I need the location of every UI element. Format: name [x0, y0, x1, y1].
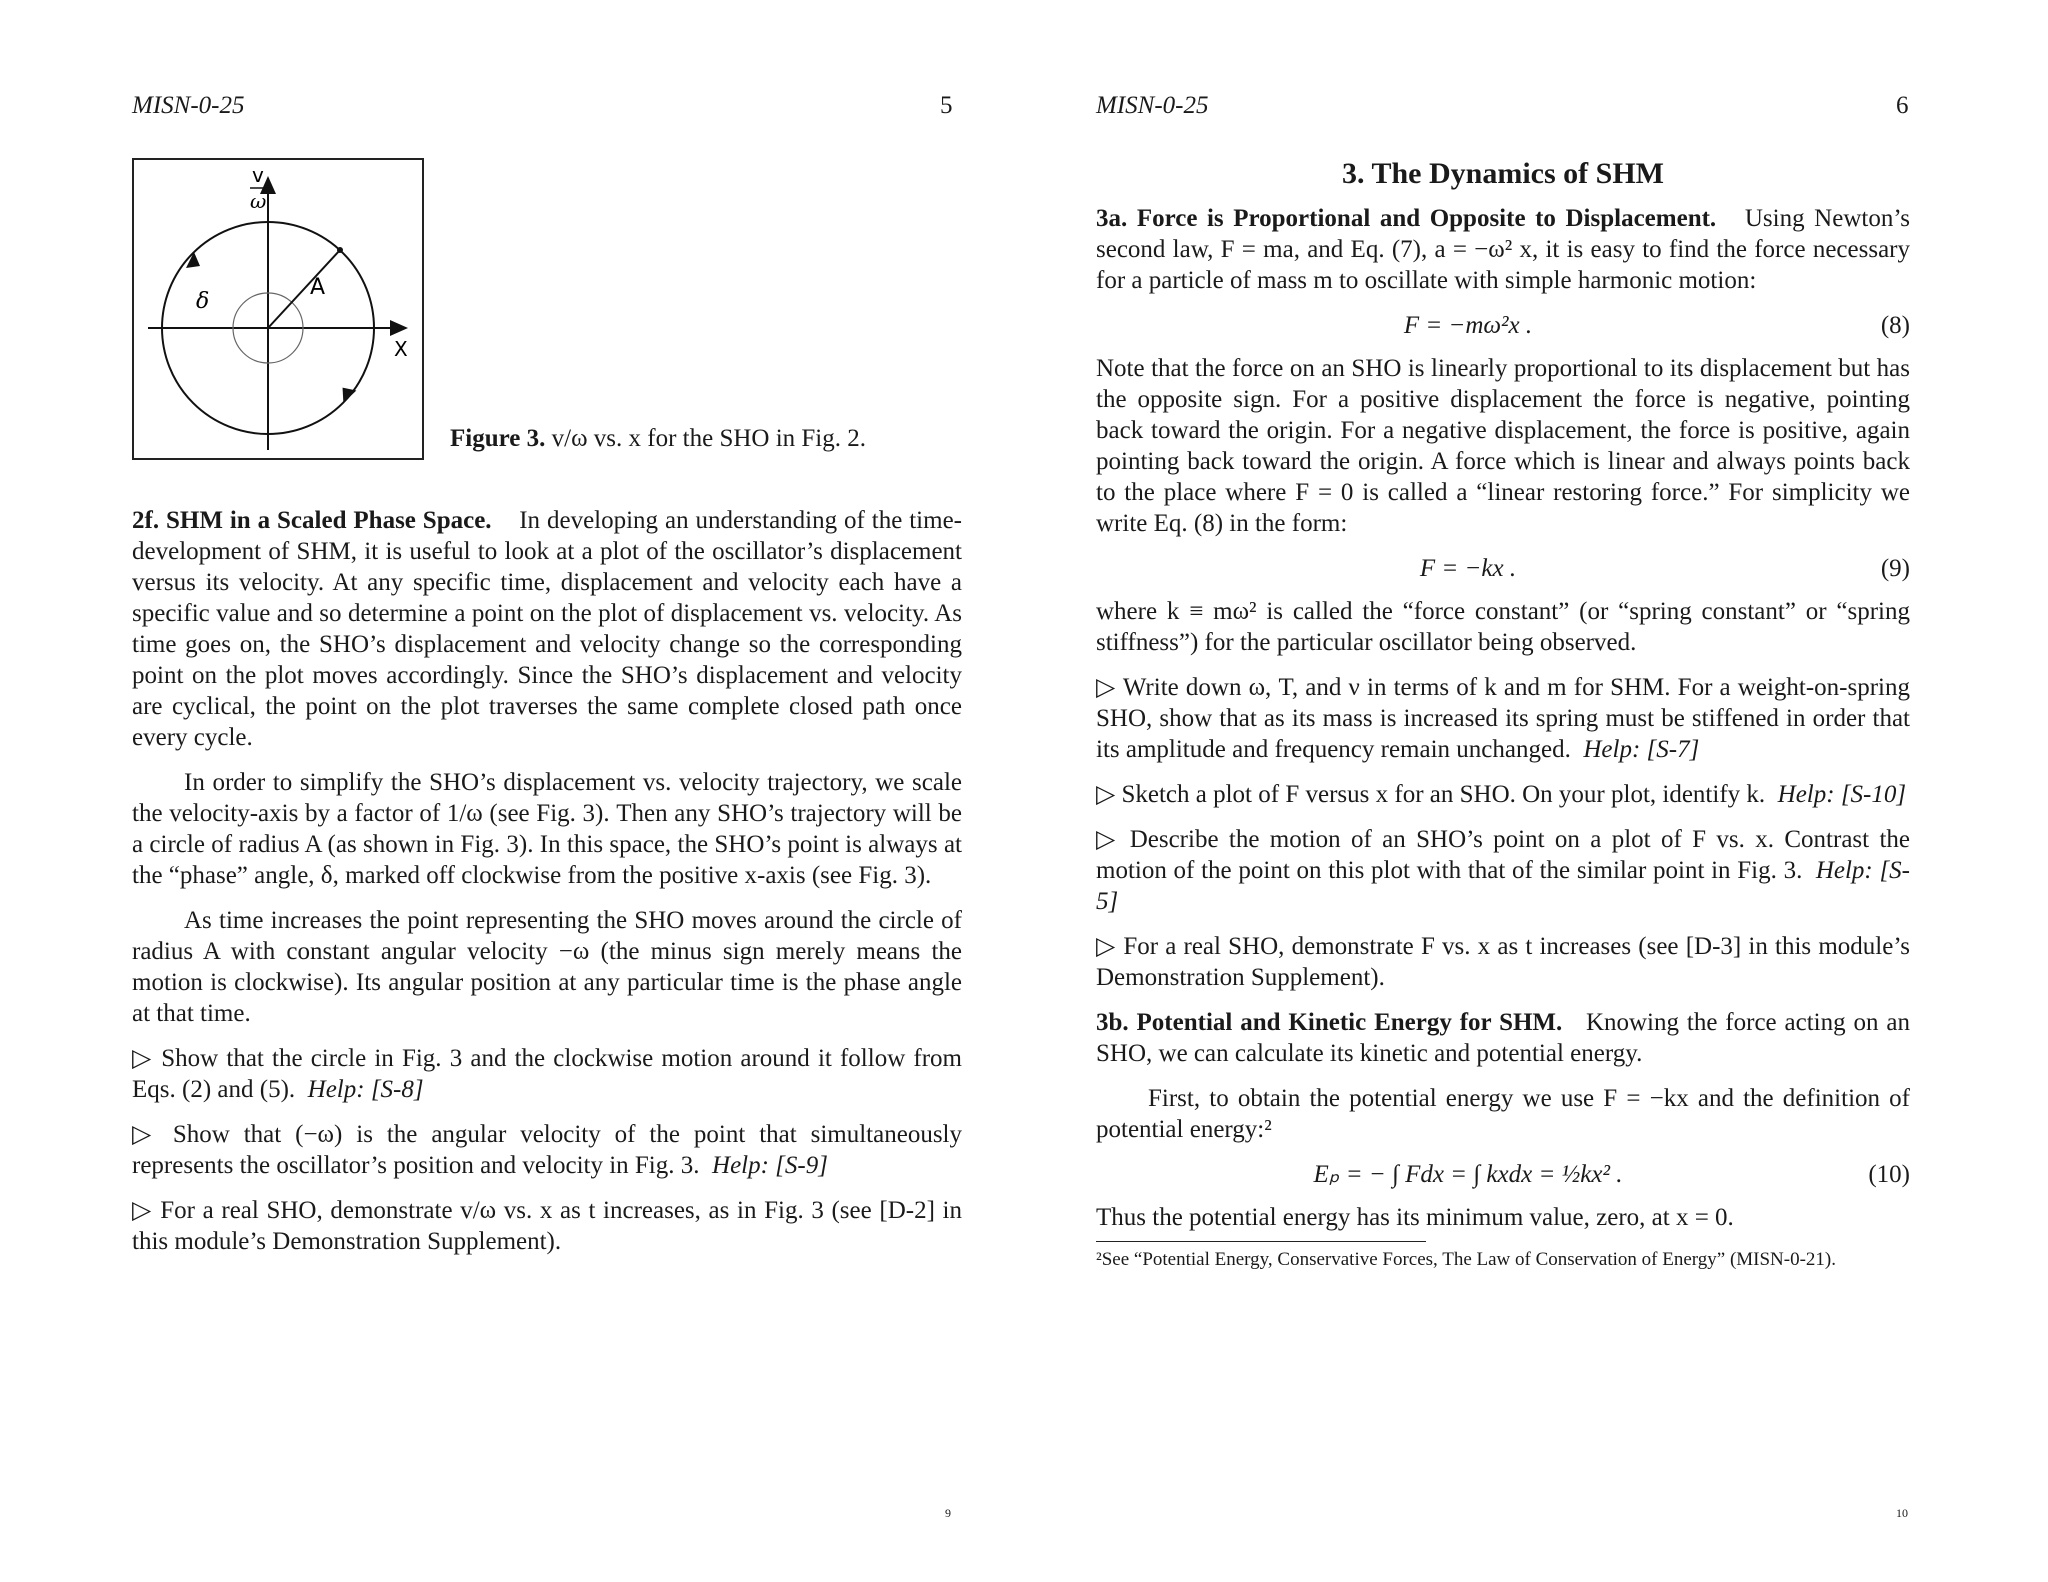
- figure-3-phase-circle: [132, 158, 424, 460]
- help-link-s7[interactable]: Help: [S-7]: [1583, 736, 1700, 763]
- left-body-text: [132, 505, 962, 1271]
- section-3b-para-1: 3b. Potential and Kinetic Energy for SHM. Knowing the force acting on an SHO, we can calculate its kinetic and potential energy.: [1096, 1009, 1910, 1067]
- phase-space-diagram: [134, 160, 422, 458]
- exercise-3a-4: ▷ For a real SHO, demonstrate F vs. x as t increases (see [D-3] in this module’s Demonstration Supplement).: [1096, 933, 1910, 991]
- section-3b-para-2: First, to obtain the potential energy we use F = −kx and the definition of potential energy:²: [1096, 1085, 1910, 1143]
- radius-line: [268, 250, 340, 328]
- running-head: MISN-0-25: [1096, 92, 1209, 119]
- label-x: X: [394, 337, 408, 361]
- running-head: MISN-0-25: [132, 92, 245, 119]
- page-number: 5: [940, 92, 953, 119]
- section-3b-para-3: Thus the potential energy has its minimum value, zero, at x = 0.: [1096, 1204, 1734, 1231]
- exercise-3a-3: ▷ Describe the motion of an SHO’s point on a plot of F vs. x. Contrast the motion of the point on this plot with that of the similar point in Fig. 3. Help: [S-5]: [1096, 826, 1911, 915]
- section-3a-para-3: where k ≡ mω² is called the “force constant” (or “spring constant” or “spring stiffness”) for the particular oscillator being observed.: [1096, 598, 1910, 656]
- figure-caption: [450, 425, 866, 453]
- equation-number: (10): [1868, 1161, 1910, 1188]
- right-body-text: [1096, 158, 1910, 1272]
- exercise-2f-2: ▷ Show that (−ω) is the angular velocity of the point that simultaneously represents the oscillator’s position and velocity in Fig. 3. Help: [S-9]: [132, 1121, 962, 1179]
- section-3a-para-1: 3a. Force is Proportional and Opposite to Displacement. Using Newton’s second law, F = ma, and Eq. (7), a = −ω² x, it is easy to find the force necessary for a particle of mass m to oscillate with simple harmonic motion:: [1096, 205, 1910, 294]
- section-heading-3b: 3b. Potential and Kinetic Energy for SHM.: [1096, 1009, 1563, 1036]
- figure-caption-label: Figure 3.: [450, 425, 546, 452]
- section-heading-3a: 3a. Force is Proportional and Opposite to Displacement.: [1096, 205, 1717, 232]
- section-2f-para-2: In order to simplify the SHO’s displacement vs. velocity trajectory, we scale the velocity-axis by a factor of 1/ω (see Fig. 3). Then any SHO’s trajectory will be a circle of radius A (as shown in Fig. 3). In this space, the SHO’s point is always at the “phase” angle, δ, marked off clockwise from the positive x-axis (see Fig. 3).: [132, 769, 962, 889]
- footer-page-number: 9: [945, 1506, 951, 1520]
- equation-number: (9): [1880, 555, 1910, 582]
- equation-8: F = −mω²x . (8): [1403, 312, 1910, 339]
- clockwise-arrow-bottom: [338, 386, 357, 406]
- label-delta: δ: [196, 289, 210, 314]
- footnote-rule: [1096, 1241, 1426, 1242]
- label-omega: ω: [250, 189, 267, 213]
- footer-page-number: 10: [1896, 1506, 1908, 1520]
- clockwise-arrow-top: [186, 252, 200, 268]
- section-2f-para-3: As time increases the point representing the SHO moves around the circle of radius A with constant angular velocity −ω (the minus sign merely means the motion is clockwise). Its angular position at any particular time is the phase angle at that time.: [132, 907, 962, 1027]
- equation-number: (8): [1880, 312, 1910, 339]
- page-number: 6: [1896, 92, 1909, 119]
- section-2f-para-1: 2f. SHM in a Scaled Phase Space. In developing an understanding of the time-development of SHM, it is useful to look at a plot of the oscillator’s displacement versus its velocity. At any specific time, displacement and velocity each have a specific value and so determine a point on the plot of displacement vs. velocity. As time goes on, the SHO’s displacement and velocity change so the corresponding point on the plot moves accordingly. Since the SHO’s displacement and velocity are cyclical, the point on the plot traverses the same complete closed path once every cycle.: [132, 507, 962, 751]
- sho-point: [337, 247, 343, 253]
- exercise-3a-1: ▷ Write down ω, T, and ν in terms of k and m for SHM. For a weight-on-spring SHO, show that as its mass is increased its spring must be stiffened in order that its amplitude and frequency remain unchanged. Help: [S-7]: [1096, 674, 1910, 763]
- footnote-2: ²See “Potential Energy, Conservative Forces, The Law of Conservation of Energy” (MISN-0-21).: [1096, 1249, 1837, 1270]
- section-title-3: 3. The Dynamics of SHM: [1342, 157, 1664, 190]
- exercise-2f-1: ▷ Show that the circle in Fig. 3 and the clockwise motion around it follow from Eqs. (2) and (5). Help: [S-8]: [132, 1045, 962, 1103]
- equation-9: F = −kx . (9): [1419, 555, 1910, 582]
- exercise-2f-3: ▷ For a real SHO, demonstrate v/ω vs. x as t increases, as in Fig. 3 (see [D-2] in this module’s Demonstration Supplement).: [132, 1197, 962, 1255]
- label-v: v: [252, 163, 264, 187]
- help-link-s10[interactable]: Help: [S-10]: [1777, 781, 1907, 808]
- section-3a-para-2: Note that the force on an SHO is linearly proportional to its displacement but has the opposite sign. For a positive displacement the force is negative, pointing back toward the origin. For a negative displacement, the force is positive, again pointing back toward the origin. A force which is linear and always points back to the place where F = 0 is called a “linear restoring force.” For simplicity we write Eq. (8) in the form:: [1096, 355, 1910, 537]
- figure-caption-text: v/ω vs. x for the SHO in Fig. 2.: [545, 425, 867, 452]
- label-A: A: [310, 275, 326, 300]
- equation-10: Eₚ = − ∫ Fdx = ∫ kxdx = ½kx² . (10): [1313, 1161, 1910, 1188]
- help-link-s5[interactable]: Help: [S-5]: [1096, 857, 1911, 915]
- right-page: [1024, 0, 2048, 1582]
- exercise-3a-2: ▷ Sketch a plot of F versus x for an SHO. On your plot, identify k. Help: [S-10]: [1096, 781, 1907, 808]
- help-link-s8[interactable]: Help: [S-8]: [307, 1076, 424, 1103]
- section-heading-2f: 2f. SHM in a Scaled Phase Space.: [132, 507, 492, 534]
- help-link-s9[interactable]: Help: [S-9]: [712, 1152, 828, 1179]
